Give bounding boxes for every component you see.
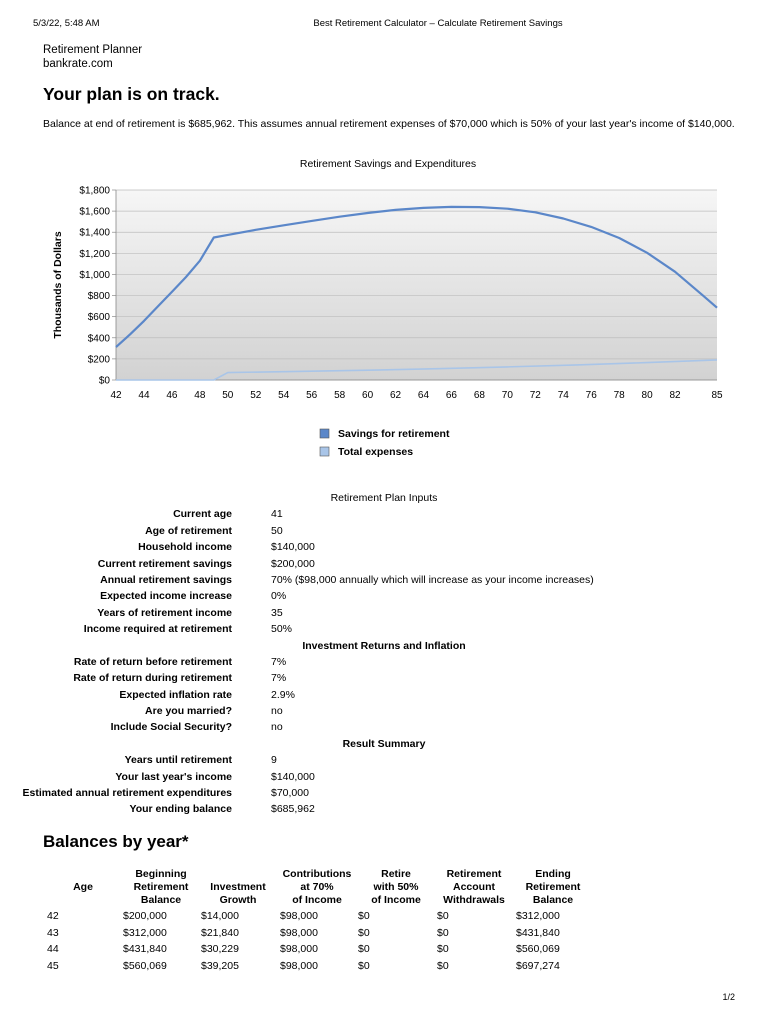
x-tick-label: 44 <box>138 390 150 401</box>
input-value: 50% <box>271 623 293 636</box>
input-label: Your ending balance <box>129 803 232 816</box>
table-cell: $560,069 <box>123 959 167 972</box>
plot-area <box>116 190 717 380</box>
input-row <box>0 752 768 768</box>
input-label: Are you married? <box>145 705 232 718</box>
column-header: Age <box>73 881 93 893</box>
input-value: no <box>271 705 283 718</box>
input-label: Rate of return during retirement <box>73 672 232 685</box>
table-cell: 44 <box>47 943 59 955</box>
inputs-title: Retirement Plan Inputs <box>330 492 438 504</box>
table-cell: $98,000 <box>280 910 318 922</box>
site-name: Retirement Planner <box>43 44 143 56</box>
print-header <box>0 18 768 32</box>
input-label: Household income <box>138 541 232 554</box>
y-tick-label: $600 <box>87 312 110 324</box>
input-row <box>0 785 768 801</box>
table-cell: $0 <box>358 926 370 939</box>
y-tick-label: $1,400 <box>79 227 110 239</box>
legend-label: Total expenses <box>338 446 414 458</box>
legend-swatch <box>320 429 329 438</box>
column-header: Investment Growth <box>210 881 266 906</box>
input-label: Annual retirement savings <box>100 573 232 586</box>
input-row <box>0 654 768 670</box>
retirement-chart <box>38 150 738 470</box>
table-cell: $30,229 <box>201 943 239 955</box>
input-row <box>0 801 768 817</box>
input-row <box>0 670 768 686</box>
page-title: Your plan is on track. <box>43 84 220 104</box>
input-row <box>0 769 768 785</box>
table-cell: $98,000 <box>280 959 318 972</box>
input-row <box>0 687 768 703</box>
table-cell: $39,205 <box>201 959 239 972</box>
x-tick-label: 70 <box>501 390 513 401</box>
input-value: 50 <box>271 524 283 537</box>
input-value: 9 <box>271 754 277 767</box>
input-label: Rate of return before retirement <box>73 655 232 668</box>
site-block <box>43 43 142 71</box>
table-cell: $0 <box>437 943 449 955</box>
input-row <box>0 621 768 637</box>
table-cell: $431,840 <box>123 943 167 955</box>
column-header: Retirement Account Withdrawals <box>443 868 505 906</box>
input-value: $685,962 <box>271 803 315 816</box>
y-tick-label: $1,200 <box>79 248 110 260</box>
table-cell: $0 <box>437 959 449 972</box>
x-tick-label: 66 <box>445 390 458 401</box>
input-row <box>0 703 768 719</box>
column-header: Ending Retirement Balance <box>525 868 581 906</box>
input-label: Years until retirement <box>124 754 232 767</box>
input-value: 2.9% <box>271 688 295 701</box>
input-row <box>0 588 768 604</box>
x-tick-label: 82 <box>669 390 681 401</box>
input-value: 70% ($98,000 annually which will increase as your income increases) <box>271 573 594 586</box>
x-tick-label: 74 <box>557 390 569 401</box>
table-cell: 45 <box>47 959 59 972</box>
column-header: Beginning Retirement Balance <box>133 868 189 906</box>
x-tick-label: 62 <box>389 390 402 401</box>
y-tick-label: $400 <box>87 333 110 345</box>
table-cell: $14,000 <box>201 910 239 922</box>
table-cell: $0 <box>437 926 449 939</box>
x-tick-label: 46 <box>166 390 178 401</box>
page-number: 1/2 <box>722 992 735 1002</box>
x-tick-label: 54 <box>278 390 290 401</box>
y-tick-label: $200 <box>87 354 110 366</box>
input-row <box>0 572 768 588</box>
table-cell: $0 <box>358 910 370 922</box>
input-value: 7% <box>271 672 287 685</box>
input-label: Years of retirement income <box>97 606 232 619</box>
x-tick-label: 52 <box>250 390 262 401</box>
input-label: Current age <box>173 508 232 521</box>
x-tick-label: 80 <box>641 390 653 401</box>
table-cell: $0 <box>437 910 449 922</box>
input-label: Income required at retirement <box>83 623 232 636</box>
input-label: Current retirement savings <box>97 557 232 570</box>
print-date: 5/3/22, 5:48 AM <box>33 18 100 29</box>
table-cell: $200,000 <box>123 910 167 922</box>
input-value: $140,000 <box>271 770 315 783</box>
chart-title: Retirement Savings and Expenditures <box>299 158 477 170</box>
input-row <box>0 556 768 572</box>
input-value: 35 <box>271 606 283 619</box>
table-cell: $98,000 <box>280 926 318 939</box>
column-header: Retire with 50% of Income <box>371 868 421 906</box>
legend-label: Savings for retirement <box>338 428 450 440</box>
input-row <box>0 523 768 539</box>
table-cell: $0 <box>358 959 370 972</box>
input-label: Your last year's income <box>115 770 232 783</box>
x-tick-label: 58 <box>334 390 346 401</box>
site-domain: bankrate.com <box>43 58 113 70</box>
input-row <box>0 539 768 555</box>
input-label: Include Social Security? <box>110 721 232 734</box>
y-tick-label: $1,600 <box>79 206 110 218</box>
input-value: $70,000 <box>271 787 309 800</box>
input-label: Expected income increase <box>100 590 232 603</box>
y-tick-label: $0 <box>98 375 110 387</box>
balances-heading: Balances by year* <box>43 832 189 851</box>
x-tick-label: 85 <box>711 390 723 401</box>
table-cell: $98,000 <box>280 943 318 955</box>
x-tick-label: 78 <box>613 390 625 401</box>
input-value: 0% <box>271 590 287 603</box>
x-tick-label: 42 <box>110 390 122 401</box>
section-result-summary: Result Summary <box>342 737 426 750</box>
x-tick-label: 68 <box>473 390 485 401</box>
y-axis-label: Thousands of Dollars <box>52 231 64 339</box>
input-value: 7% <box>271 655 287 668</box>
legend-swatch <box>320 447 329 456</box>
table-cell: $0 <box>358 943 370 955</box>
plan-summary: Balance at end of retirement is $685,962. This assumes annual retirement expenses of $70,000 which is 50% of your last year's income of $140,000. <box>43 118 735 130</box>
y-tick-label: $1,800 <box>79 185 110 197</box>
inputs-table <box>0 490 768 818</box>
x-tick-label: 56 <box>306 390 318 401</box>
input-value: 41 <box>271 508 283 521</box>
x-tick-label: 50 <box>222 390 234 401</box>
y-tick-label: $800 <box>87 291 110 303</box>
input-value: $200,000 <box>271 557 315 570</box>
input-row <box>0 506 768 522</box>
print-title: Best Retirement Calculator – Calculate Retirement Savings <box>313 18 563 29</box>
x-tick-label: 64 <box>417 390 430 401</box>
input-label: Expected inflation rate <box>119 688 232 701</box>
input-row <box>0 605 768 621</box>
table-cell: 43 <box>47 926 59 939</box>
x-tick-label: 72 <box>529 390 541 401</box>
table-cell: $697,274 <box>516 959 560 972</box>
table-cell: $560,069 <box>516 943 560 955</box>
table-cell: 42 <box>47 910 59 922</box>
x-tick-label: 48 <box>194 390 206 401</box>
table-cell: $21,840 <box>201 926 239 939</box>
table-cell: $312,000 <box>123 926 167 939</box>
x-tick-label: 60 <box>362 390 374 401</box>
input-label: Estimated annual retirement expenditures <box>22 787 232 800</box>
table-cell: $312,000 <box>516 910 560 922</box>
input-row <box>0 719 768 735</box>
table-cell: $431,840 <box>516 926 560 939</box>
input-value: no <box>271 721 283 734</box>
input-value: $140,000 <box>271 541 315 554</box>
section-returns-inflation: Investment Returns and Inflation <box>302 639 466 652</box>
input-label: Age of retirement <box>145 524 232 537</box>
column-header: Contributions at 70% of Income <box>282 868 352 906</box>
y-tick-label: $1,000 <box>79 269 110 281</box>
x-tick-label: 76 <box>585 390 597 401</box>
